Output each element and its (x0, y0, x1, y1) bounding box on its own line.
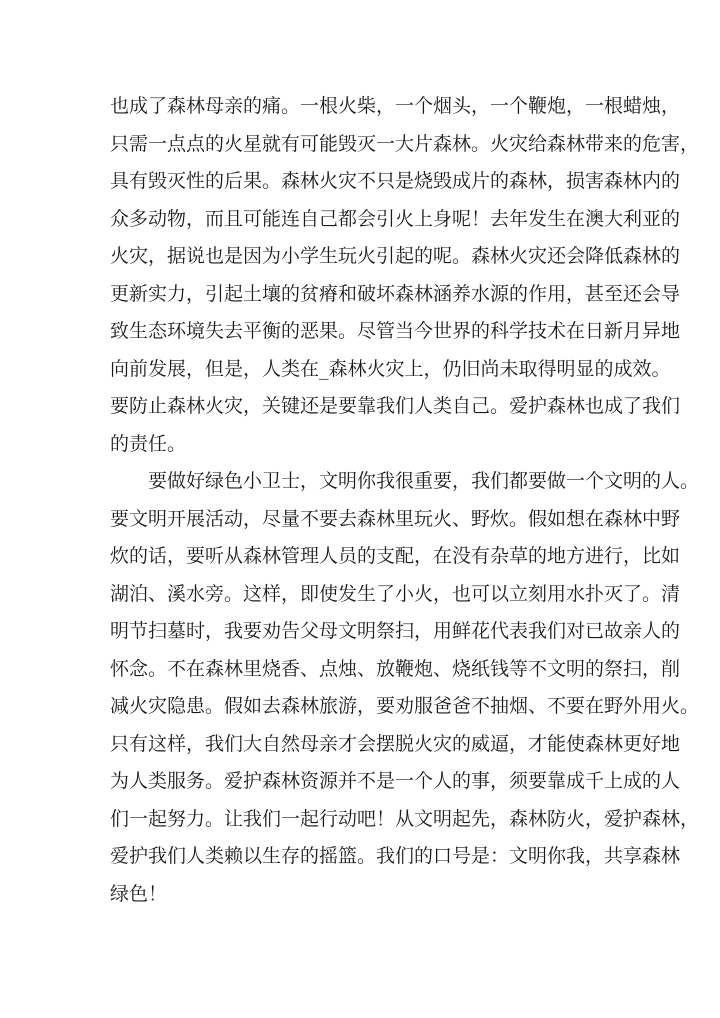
text-line: 们一起努力。让我们一起行动吧！从文明起先，森林防火，爱护森林， (110, 807, 700, 830)
text-line: 明节扫墓时，我要劝告父母文明祭扫，用鲜花代表我们对已故亲人的 (110, 620, 681, 642)
paragraph-1 (110, 88, 700, 463)
text-line: 致生态环境失去平衡的恶果。尽管当今世界的科学技术在日新月异地 (110, 320, 681, 342)
text-line: 炊的话，要听从森林管理人员的支配，在没有杂草的地方进行，比如 (110, 545, 681, 567)
text-line: 只有这样，我们大自然母亲才会摆脱火灾的威逼，才能使森林更好地 (110, 732, 681, 755)
text-line: 火灾，据说也是因为小学生玩火引起的呢。森林火灾还会降低森林的 (110, 245, 681, 267)
paragraph-2 (110, 463, 700, 913)
text-line-indented: 要做好绿色小卫士，文明你我很重要，我们都要做一个文明的人。 (148, 470, 700, 492)
text-line: 只需一点点的火星就有可能毁灭一大片森林。火灾给森林带来的危害， (110, 132, 700, 155)
text-line: 众多动物，而且可能连自己都会引火上身呢！去年发生在澳大利亚的 (110, 207, 681, 230)
text-line: 要文明开展活动，尽量不要去森林里玩火、野炊。假如想在森林中野 (110, 507, 681, 530)
text-line: 也成了森林母亲的痛。一根火柴，一个烟头，一个鞭炮，一根蜡烛， (110, 95, 681, 117)
text-line: 怀念。不在森林里烧香、点烛、放鞭炮、烧纸钱等不文明的祭扫，削 (110, 657, 681, 680)
text-line: 湖泊、溪水旁。这样，即使发生了小火，也可以立刻用水扑灭了。清 (110, 582, 681, 605)
text-line: 绿色！ (110, 882, 168, 905)
text-line: 向前发展，但是，人类在_森林火灾上，仍旧尚未取得明显的成效。 (110, 357, 671, 380)
text-line: 要防止森林火灾，关键还是要靠我们人类自己。爱护森林也成了我们 (110, 395, 681, 417)
text-line: 更新实力，引起土壤的贫瘠和破坏森林涵养水源的作用，甚至还会导 (110, 282, 681, 305)
text-line: 为人类服务。爱护森林资源并不是一个人的事，须要靠成千上成的人 (110, 770, 681, 792)
text-line: 的责任。 (110, 432, 187, 455)
text-line: 爱护我们人类赖以生存的摇篮。我们的口号是：文明你我，共享森林 (110, 845, 681, 867)
document-body (110, 88, 700, 913)
text-line: 具有毁灭性的后果。森林火灾不只是烧毁成片的森林，损害森林内的 (110, 170, 681, 192)
text-line: 减火灾隐患。假如去森林旅游，要劝服爸爸不抽烟、不要在野外用火。 (110, 695, 700, 717)
